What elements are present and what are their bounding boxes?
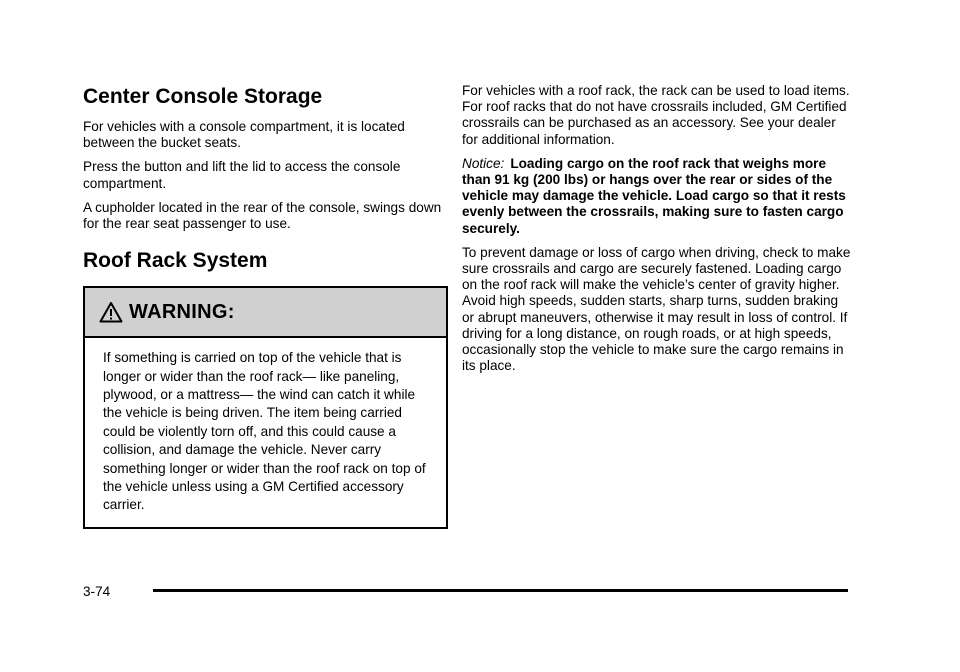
notice-paragraph	[462, 156, 852, 237]
roof-rack-intro-paragraph: For vehicles with a roof rack, the rack can be used to load items. For roof racks that do not have crossrails included, GM Certified crossrails can be purchased as an accessory. See your dealer for additional information.	[462, 83, 850, 147]
warning-box	[83, 286, 448, 529]
console-paragraph-1: For vehicles with a console compartment, it is located between the bucket seats.	[83, 119, 405, 151]
warning-text: If something is carried on top of the vehicle that is longer or wider than the roof rack— like paneling, plywood, or a mattress— the wind can catch it while the vehicle is being driven. The item being carried could be violently torn off, and this could cause a collision, and damage the vehicle. Never carry something longer or wider than the roof rack on top of the vehicle unless using a GM Certified accessory carrier.	[103, 350, 426, 513]
right-column	[462, 83, 852, 382]
console-paragraph-2: Press the button and lift the lid to access the console compartment.	[83, 159, 401, 191]
center-console-storage-heading: Center Console Storage	[83, 85, 323, 108]
warning-label: WARNING:	[129, 300, 235, 323]
left-column	[83, 84, 448, 529]
roof-rack-system-heading: Roof Rack System	[83, 249, 268, 273]
page-number: 3-74	[83, 584, 111, 599]
warning-triangle-icon	[99, 301, 123, 323]
notice-label: Notice:	[462, 155, 505, 171]
cargo-safety-paragraph: To prevent damage or loss of cargo when driving, check to make sure crossrails and cargo are securely fastened. Loading cargo on the roof rack will make the vehicle’s center of gravity higher. Avoid high speeds, sudden starts, sharp turns, sudden braking or abrupt maneuvers, otherwise it may result in loss of control. If driving for a long distance, on rough roads, or at high speeds, occasionally stop the vehicle to make sure the cargo remains in its place.	[462, 244, 851, 374]
console-paragraph-3: A cupholder located in the rear of the console, swings down for the rear seat passenger to use.	[83, 199, 442, 232]
warning-body	[85, 338, 446, 527]
footer-rule	[153, 589, 848, 592]
page-footer	[83, 582, 848, 602]
notice-text: Loading cargo on the roof rack that weighs more than 91 kg (200 lbs) or hangs over the rear or sides of the vehicle may damage the vehicle. Load cargo so that it rests evenly between the crossrails, making sure to fasten cargo securely.	[462, 155, 846, 236]
warning-header	[85, 288, 446, 338]
